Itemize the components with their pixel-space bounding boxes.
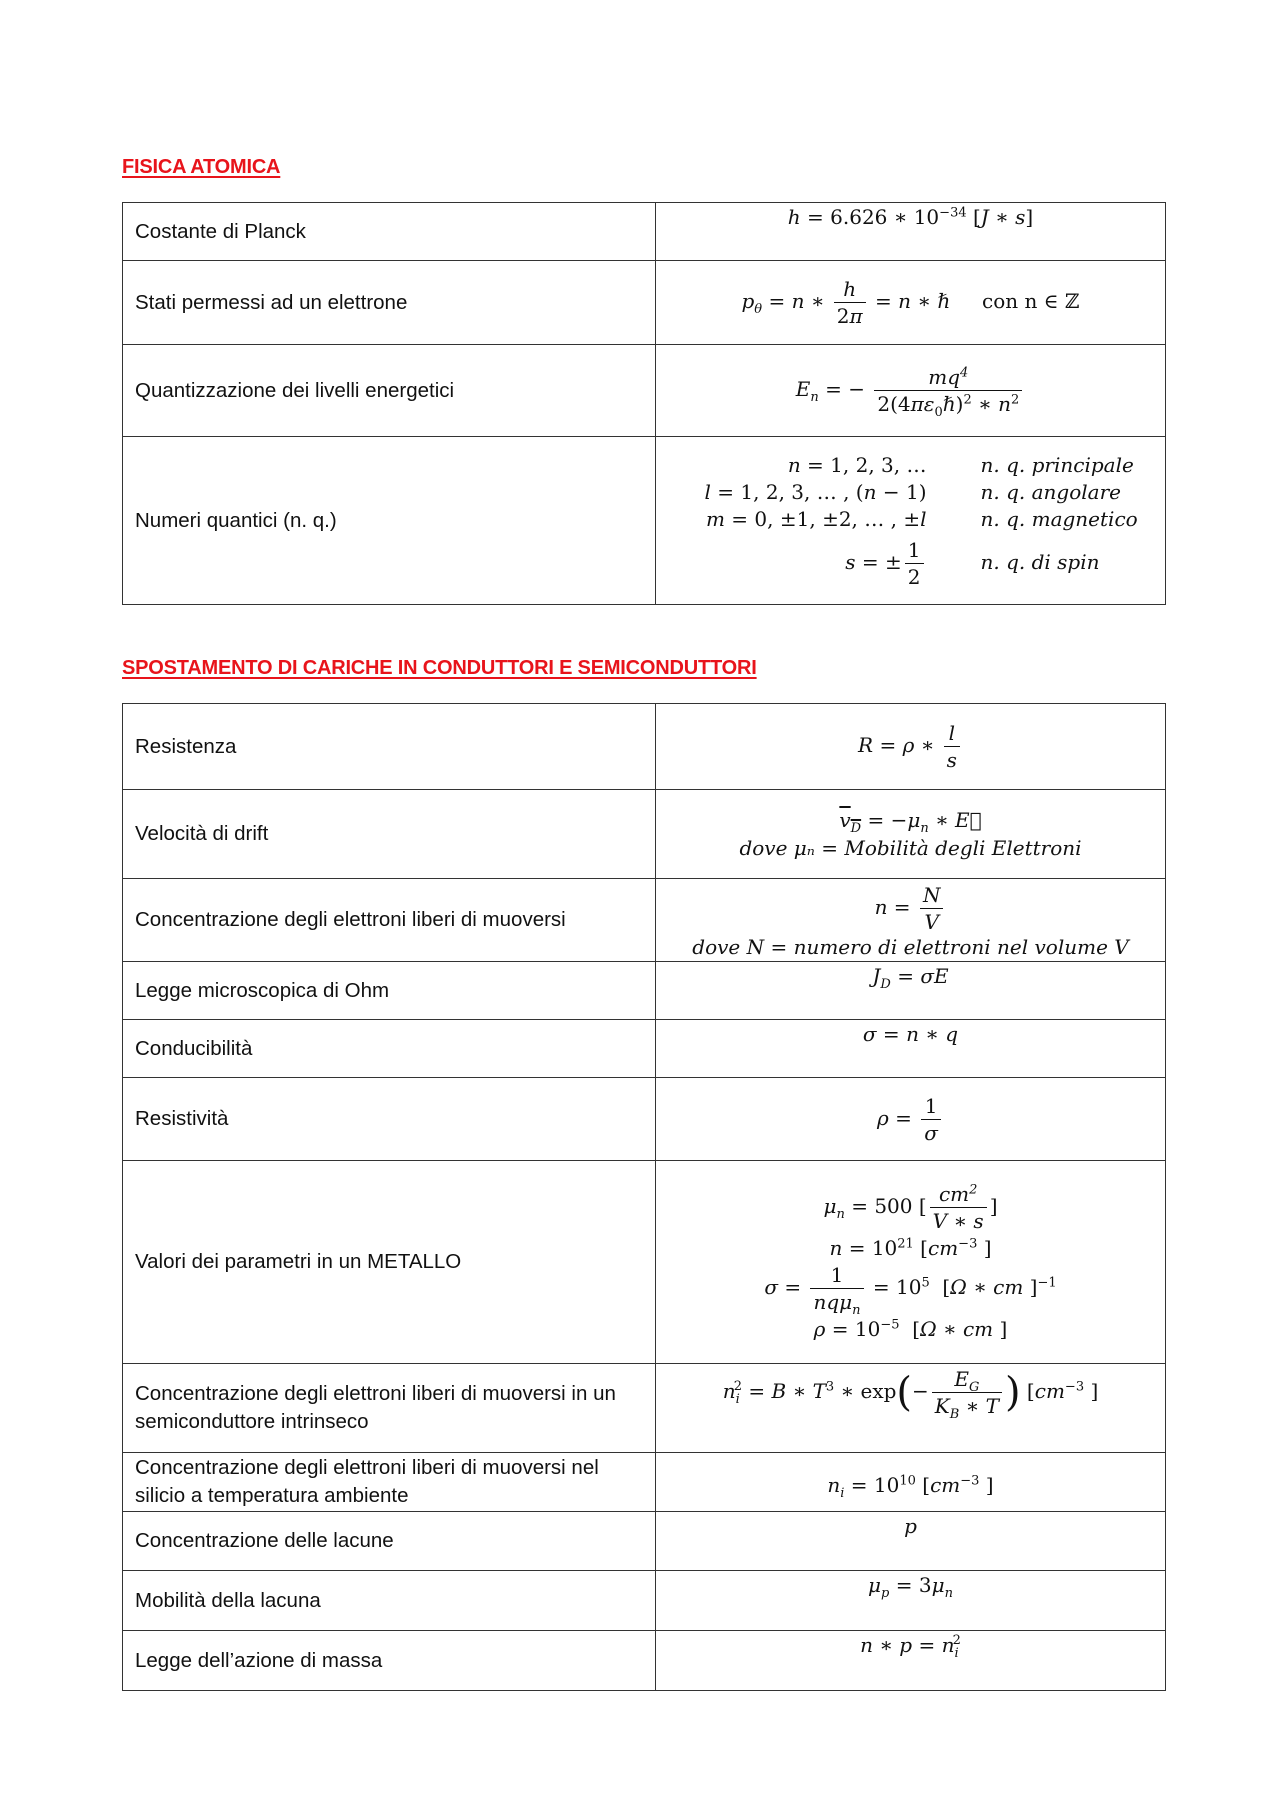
section-title-spostamento-cariche: SPOSTAMENTO DI CARICHE IN CONDUTTORI E SEMICONDUTTORI — [122, 657, 757, 679]
table-row — [123, 1364, 1166, 1453]
table-row — [123, 790, 1166, 879]
formula-note: dove N = numero di elettroni nel volume V — [692, 934, 1129, 959]
table-row — [123, 261, 1166, 345]
table-fisica-atomica — [122, 202, 1166, 605]
formula-mobilita-lacuna: $\mu_p = 3\mu_n$ — [656, 1571, 1166, 1631]
row-label: Resistenza — [123, 704, 656, 790]
table-row — [123, 437, 1166, 605]
table-row — [123, 1512, 1166, 1571]
row-label: Concentrazione delle lacune — [123, 1512, 656, 1571]
table-row — [123, 1161, 1166, 1364]
formula-silicio: $n_i = 10^{10}$ [$cm^{-3}$ ] — [656, 1453, 1166, 1512]
formula-azione-massa: n ∗ $p = n_i^2$ — [656, 1631, 1166, 1691]
formula-metallo: $\mu_n = 500$ [ $\frac{cm^2}{V ∗ s}$ ] $n = 10^{21}$ [$cm^{-3}$ ] σ = $\frac{1}{nq\mu_n}$ = $10^5$ [Ω ∗ cm ]$^{-1}$ $\rho = 10^{-5}$ [Ω ∗ cm ] — [656, 1161, 1166, 1364]
table-row — [123, 1078, 1166, 1161]
row-label: Legge dell’azione di massa — [123, 1631, 656, 1691]
row-label: Costante di Planck — [123, 203, 656, 261]
formula-stati: $p_\theta = n$ ∗ $\frac{h}{2\pi}$ = n ∗ ℏ con n ∈ ℤ — [656, 261, 1166, 345]
table-row — [123, 203, 1166, 261]
row-label: Concentrazione degli elettroni liberi di muoversi in un semiconduttore intrinseco — [123, 1364, 656, 1453]
formula-conducibilita: σ = n ∗ q — [656, 1020, 1166, 1078]
table-row — [123, 704, 1166, 790]
qn-label: n. q. principale — [980, 452, 1134, 477]
formula-energia: $E_n$ = − $\frac{mq^4}{2(4\pi\varepsilon_0\hbar)^2 ∗ n^2}$ — [656, 345, 1166, 437]
row-label: Mobilità della lacuna — [123, 1571, 656, 1631]
table-row — [123, 345, 1166, 437]
qn-label: n. q. di spin — [980, 549, 1100, 574]
formula-semiconduttore-intrinseco: $n_i^2 = B$ ∗ $T^3$ ∗ exp(− $\frac{E_G}{K_B ∗ T}$ ) [$cm^{-3}$ ] — [656, 1364, 1166, 1453]
formula-lacune: p — [656, 1512, 1166, 1571]
row-label: Valori dei parametri in un METALLO — [123, 1161, 656, 1364]
formula-text: h — [787, 205, 801, 229]
row-label: Quantizzazione dei livelli energetici — [123, 345, 656, 437]
table-row — [123, 879, 1166, 962]
table-row — [123, 1453, 1166, 1512]
formula-condition: con n ∈ ℤ — [982, 289, 1080, 313]
table-row — [123, 1020, 1166, 1078]
qn-label: n. q. magnetico — [980, 506, 1138, 531]
row-label: Velocità di drift — [123, 790, 656, 879]
row-label: Concentrazione degli elettroni liberi di muoversi — [123, 879, 656, 962]
row-label: Stati permessi ad un elettrone — [123, 261, 656, 345]
row-label: Legge microscopica di Ohm — [123, 962, 656, 1020]
qn-label: n. q. angolare — [980, 479, 1121, 504]
formula-resistivita: ρ = $\frac{1}{\sigma}$ — [656, 1078, 1166, 1161]
formula-velocita-drift: $v_D = -\mu_n$ ∗ E⃗ dove μₙ = Mobilità degli Elettroni — [656, 790, 1166, 879]
formula-resistenza: R = ρ ∗ $\frac{l}{s}$ — [656, 704, 1166, 790]
row-label: Concentrazione degli elettroni liberi di muoversi nel silicio a temperatura ambiente — [123, 1453, 656, 1512]
table-row — [123, 1571, 1166, 1631]
formula-note: dove μₙ = Mobilità degli Elettroni — [739, 836, 1082, 860]
formula-concentrazione: n = $\frac{N}{V}$ dove N = numero di elettroni nel volume V — [656, 879, 1166, 962]
row-label: Resistività — [123, 1078, 656, 1161]
table-row — [123, 962, 1166, 1020]
section-title-fisica-atomica: FISICA ATOMICA — [122, 156, 281, 178]
formula-planck: h = 6.626 ∗ $10^{-34}$ [J ∗ s] — [656, 203, 1166, 261]
table-row — [123, 1631, 1166, 1691]
formula-numeri-quantici: n = 1, 2, 3, … n. q. principale l = 1, 2, 3, … , (n − 1) n. q. angolare m = 0, ±1, ±2, … , ±l n. q. magnetico s = ± $\frac{1}{2}$ n. q. di spin — [656, 437, 1166, 605]
formula-ohm: $J_D = \sigma E$ — [656, 962, 1166, 1020]
table-spostamento-cariche — [122, 703, 1166, 1691]
row-label: Numeri quantici (n. q.) — [123, 437, 656, 605]
row-label: Conducibilità — [123, 1020, 656, 1078]
